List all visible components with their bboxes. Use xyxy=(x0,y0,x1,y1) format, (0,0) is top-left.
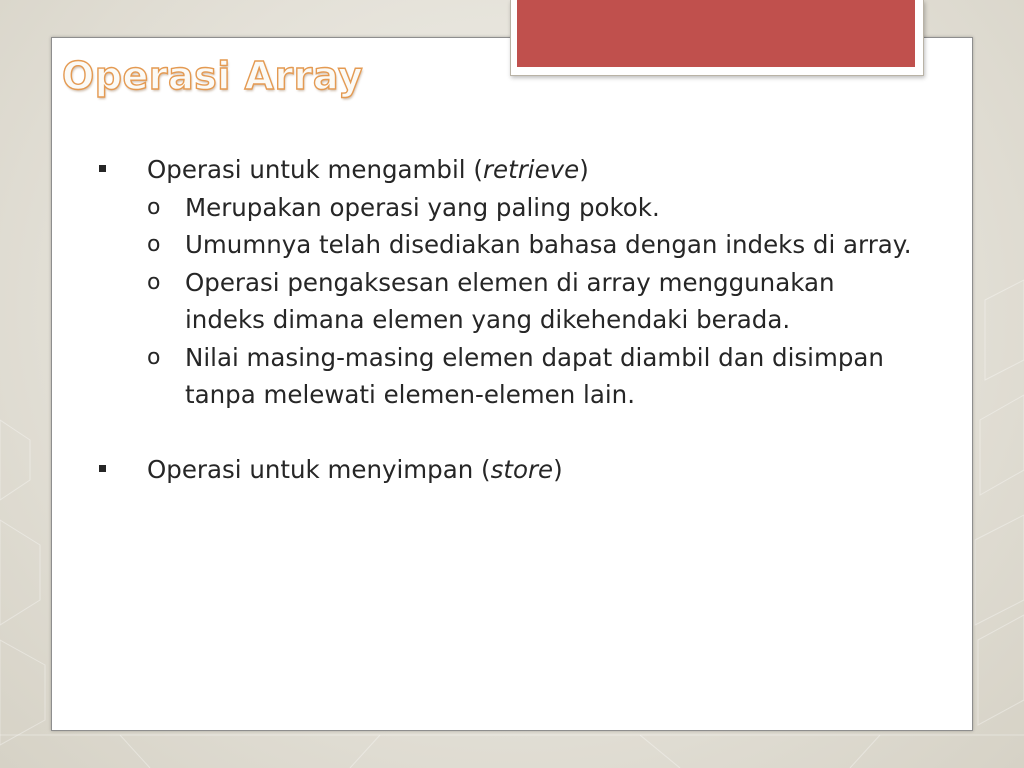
sub-bullet-text: Operasi pengaksesan elemen di array menggunakan indeks dimana elemen yang dikehendaki berada. xyxy=(185,267,835,334)
sub-bullet-item xyxy=(147,226,915,264)
square-bullet-icon xyxy=(99,165,106,172)
circle-bullet-icon: o xyxy=(147,232,161,257)
bullet-text-italic: retrieve xyxy=(482,155,580,184)
square-bullet-icon xyxy=(99,465,106,472)
slide-title: Operasi Array xyxy=(62,54,364,98)
bullet-text-after: ) xyxy=(553,455,563,484)
sub-bullet-item xyxy=(147,339,915,414)
bullet-item-retrieve xyxy=(95,151,915,414)
bullet-item-store xyxy=(95,451,915,489)
sub-bullet-list xyxy=(147,189,915,414)
bullet-text-italic: store xyxy=(490,455,554,484)
bullet-text-before: Operasi untuk menyimpan ( xyxy=(147,455,491,484)
circle-bullet-icon: o xyxy=(147,194,161,220)
sub-bullet-text: Nilai masing-masing elemen dapat diambil dan disimpan tanpa melewati elemen-elemen lain. xyxy=(185,342,884,409)
bullet-text-after: ) xyxy=(579,155,589,184)
sub-bullet-text: Umumnya telah disediakan bahasa dengan indeks di array. xyxy=(185,230,912,259)
bullet-text-before: Operasi untuk mengambil ( xyxy=(147,155,483,184)
sub-bullet-text: Merupakan operasi yang paling pokok. xyxy=(185,192,660,222)
bullet-list xyxy=(95,151,915,489)
sub-bullet-item xyxy=(147,264,915,339)
accent-block xyxy=(517,0,915,67)
sub-bullet-item xyxy=(147,189,915,227)
bullet-text-store xyxy=(147,455,563,484)
circle-bullet-icon: o xyxy=(147,344,161,370)
bullet-text-retrieve xyxy=(147,155,589,184)
accent-frame xyxy=(510,0,924,76)
circle-bullet-icon: o xyxy=(147,269,161,295)
